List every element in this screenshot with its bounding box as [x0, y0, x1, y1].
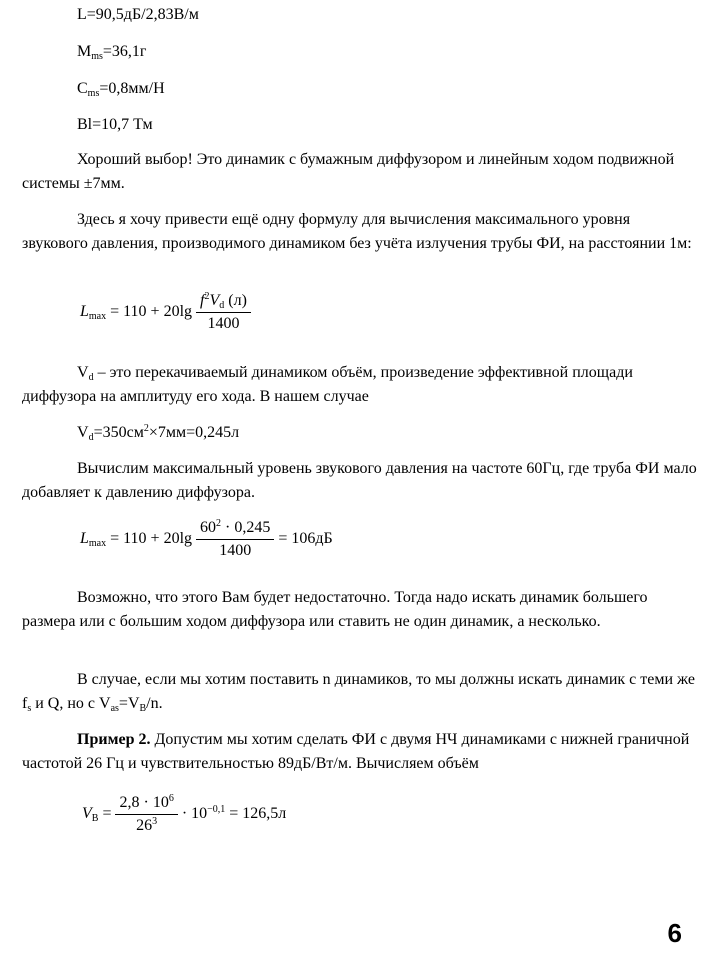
example-label: Пример 2.	[77, 731, 151, 748]
formula-vb: $V_B$ = $\frac{2,8 \cdot 10^6}{26^3}$ · $10^{-0,1} = 126,5л$	[82, 793, 287, 834]
param-l: L=90,5дБ/2,83В/м	[77, 6, 199, 23]
page-number: 6	[667, 918, 682, 948]
param-mms: $M_{ms}=36,1г$	[77, 43, 147, 62]
vd-calculation: $V_d=350см^2\times 7мм=0,245л$	[77, 423, 240, 443]
formula-lmax-general: $L_{max} = 110 + 20\lg$ $\frac{f^2V_d (л)}{1400}$	[80, 290, 251, 335]
paragraph-n-speakers: В случае, если мы хотим поставить n динамиков, то мы должны искать динамик с теми же $f_s$ и Q, но с $V_{as}=V_B/n$.	[22, 671, 695, 714]
paragraph-calc-intro: Вычислим максимальный уровень звукового давления на частоте 60Гц, где труба ФИ мало добавляет к давлению диффузора.	[22, 460, 697, 501]
paragraph-not-enough: Возможно, что этого Вам будет недостаточно. Тогда надо искать динамик большего размера или с большим ходом диффузора или ставить не один динамик, а несколько.	[22, 589, 648, 630]
param-bl: Bl=10,7 Тм	[77, 116, 153, 133]
paragraph-good-choice: Хороший выбор! Это динамик с бумажным диффузором и линейным ходом подвижной системы ±7мм.	[22, 151, 675, 192]
paragraph-vd-definition: $V_d$ – это перекачиваемый динамиком объём, произведение эффективной площади диффузора на амплитуду его хода. В нашем случае	[22, 364, 633, 405]
paragraph-formula-intro: Здесь я хочу привести ещё одну формулу для вычисления максимального уровня звукового давления, производимого динамиком без учёта излучения трубы ФИ, на расстоянии 1м:	[22, 211, 692, 252]
formula-lmax-result: $L_{max} = 110 + 20\lg$ $\frac{60^2 \cdot 0,245}{1400}$ = 106дБ	[80, 518, 333, 559]
param-cms: $C_{ms}=0,8мм/Н$	[77, 80, 165, 99]
paragraph-example-2: Пример 2. Допустим мы хотим сделать ФИ с двумя НЧ динамиками с нижней граничной частотой 26 Гц и чувствительностью 89дБ/Вт/м. Вычисляем объём	[22, 731, 690, 772]
